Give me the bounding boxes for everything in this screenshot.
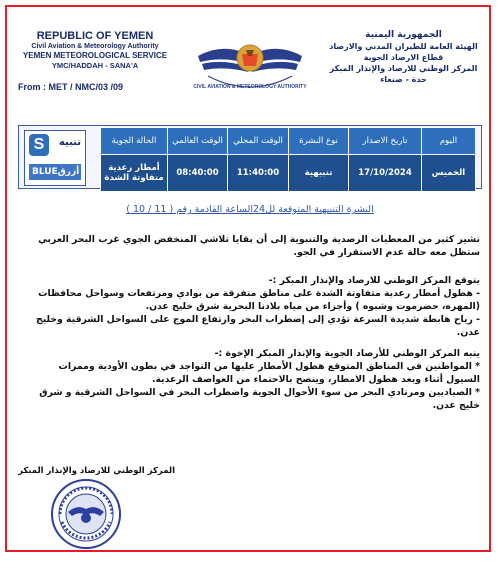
bulletin-title: النشرة التنبيهية المتوقعة لل24الساعة القادمة رقم ( 11 / 10 ) (126, 204, 374, 215)
forecast-item-rain: - هطول أمطار رعدية متفاوتة الشدة على مناطق متفرقة من بوادي ومرتفعات وسواحل محافظات (المهره، حضرموت وشبوه ) وأجزاء من مياه بلادنا البحرية شرق خليج عدن. (38, 288, 480, 312)
header-ar-location: حدة - صنعاء (380, 75, 427, 84)
warning-label: تنبيه (58, 137, 81, 148)
intro-paragraph: تشير كثير من المعطيات الرصدية والتنبوية إلى أن بقايا تلاشي المنخفض الجوي غرب البحر العربي ستظل معه حالة عدم الاستقرار في الجو. (38, 234, 480, 258)
bulletin-table (100, 127, 476, 192)
from-reference: From : MET / NMC/03 /09 (18, 82, 124, 92)
header-location: YMC/HADDAH - SANA'A (51, 61, 139, 70)
advice-item-fishermen: * الصياديين ومرتادي البحر من سوء الأحوال الجوية واضطراب البحر في السواحل الشرقية و شرق خليج عدن. (39, 387, 480, 411)
header-issue-date: تاريخ الاصدار (349, 128, 422, 155)
header-service: YEMEN METEOROLOGICAL SERVICE (22, 51, 168, 60)
header-ar-center: المركز الوطني للارصاد والإنذار المبكر (329, 64, 478, 73)
header-authority: Civil Aviation & Meteorology Authority (31, 43, 159, 50)
bulletin-table-header-row (101, 128, 476, 155)
forecast-heading: يتوقع المركز الوطني للارصاد والإنذار المبكر :- (268, 275, 480, 286)
header-weather-condition: الحالة الجوية (101, 128, 168, 155)
header-local-time: الوقت المحلي (228, 128, 289, 155)
advice-item-citizens: * المواطنين في المناطق المتوقع هطول الأمطار عليها من التواجد في بطون الأودية وممرات السيول أثناء وبعد هطول الامطار، وينصح بالاحتماء من العواصف الرعدية. (58, 361, 480, 385)
value-weather-condition: أمطار رعدية متفاوتة الشدة (101, 155, 168, 192)
header-day: اليوم (422, 128, 476, 155)
logo-caption: CIVIL AVIATION & METEOROLOGY AUTHORITY (193, 84, 307, 90)
header-english (10, 30, 180, 70)
advice-heading: ينبه المركز الوطني للأرصاد الجوية والإنذار المبكر الإخوة :- (214, 348, 480, 359)
value-bulletin-type: تنبيهية (289, 155, 349, 192)
warning-color-strip (29, 164, 81, 180)
bulletin-table-values-row (101, 155, 476, 192)
forecast-item-wind: - رياح هابطة شديدة السرعة تؤدي إلى إضطراب البحر وارتفاع الموج على السواحل الشرقية وخليج عدن. (36, 314, 480, 338)
value-local-time: 11:40:00 (228, 155, 289, 192)
header-ar-country: الجمهورية اليمنية (365, 30, 442, 40)
header-ar-authority: الهيئة العامة للطيران المدني والارصاد (329, 42, 478, 51)
value-day: الخميس (422, 155, 476, 192)
value-utc-time: 08:40:00 (168, 155, 228, 192)
warning-level-box (24, 130, 86, 186)
official-seal-icon (50, 478, 122, 550)
signature-line: المركز الوطني للارصاد والإنذار المبكر (18, 466, 175, 476)
header-arabic (321, 30, 486, 85)
warning-color-ar: أزرق (57, 167, 80, 177)
header-country: REPUBLIC OF YEMEN (36, 30, 154, 42)
authority-logo-icon (190, 26, 310, 101)
warning-s-icon: S (29, 134, 49, 156)
header-bulletin-type: نوع النشرة (289, 128, 349, 155)
value-issue-date: 17/10/2024 (349, 155, 422, 192)
warning-color-en: BLUE (32, 167, 58, 177)
header-ar-sector: قطاع الارصاد الجوية (363, 53, 444, 62)
header-utc-time: الوقت العالمي (168, 128, 228, 155)
